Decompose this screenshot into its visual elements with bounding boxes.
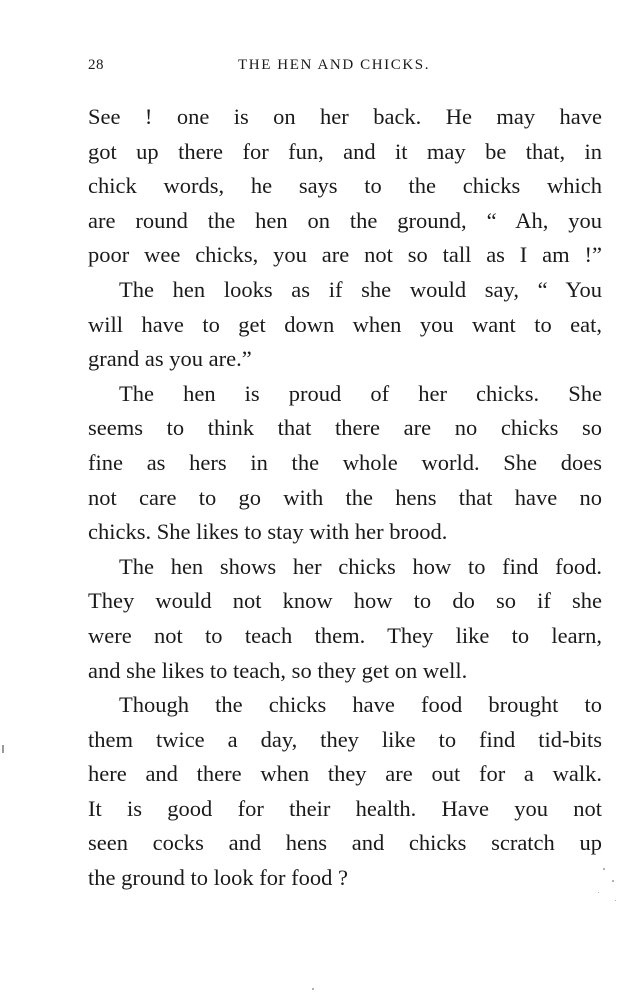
- running-head: THE HEN AND CHICKS.: [238, 57, 431, 73]
- paper-speck: [2, 745, 4, 753]
- text-line: grand as you are.”: [88, 346, 252, 372]
- text-line: They would not know how to do so if she: [88, 588, 602, 614]
- text-line: seems to think that there are no chicks so: [88, 415, 602, 441]
- paper-speck: [615, 900, 616, 901]
- text-line: fine as hers in the whole world. She does: [88, 449, 602, 475]
- text-line: chicks. She likes to stay with her brood.: [88, 519, 448, 545]
- paragraph: [88, 688, 602, 896]
- body-text: [88, 100, 602, 896]
- text-line: Though the chicks have food brought to: [119, 692, 602, 718]
- text-line: chick words, he says to the chicks which: [88, 173, 602, 199]
- text-line: here and there when they are out for a walk.: [88, 761, 602, 787]
- text-line: them twice a day, they like to find tid-bits: [88, 726, 602, 752]
- text-line: poor wee chicks, you are not so tall as I am !”: [88, 242, 602, 268]
- paper-speck: [598, 892, 599, 893]
- text-line: are round the hen on the ground, “ Ah, you: [88, 207, 602, 233]
- page-header: [88, 57, 602, 79]
- text-line: and she likes to teach, so they get on well.: [88, 657, 468, 683]
- page-number: 28: [88, 57, 104, 73]
- text-line: seen cocks and hens and chicks scratch up: [88, 830, 602, 856]
- paper-speck: [612, 880, 614, 882]
- text-line: The hen looks as if she would say, “ You: [119, 276, 602, 302]
- paragraph: [88, 100, 602, 273]
- text-line: The hen is proud of her chicks. She: [119, 380, 602, 406]
- text-line: the ground to look for food ?: [88, 865, 348, 891]
- text-line: will have to get down when you want to eat,: [88, 311, 602, 337]
- text-line: not care to go with the hens that have no: [88, 484, 602, 510]
- paragraph: [88, 377, 602, 550]
- text-line: were not to teach them. They like to learn,: [88, 622, 602, 648]
- paragraph: [88, 273, 602, 377]
- text-line: The hen shows her chicks how to find food.: [119, 553, 602, 579]
- text-line: got up there for fun, and it may be that, in: [88, 138, 602, 164]
- paper-speck: [312, 988, 314, 990]
- paragraph: [88, 550, 602, 688]
- paper-speck: [603, 868, 605, 870]
- text-line: It is good for their health. Have you not: [88, 795, 602, 821]
- text-line: See ! one is on her back. He may have: [88, 104, 602, 129]
